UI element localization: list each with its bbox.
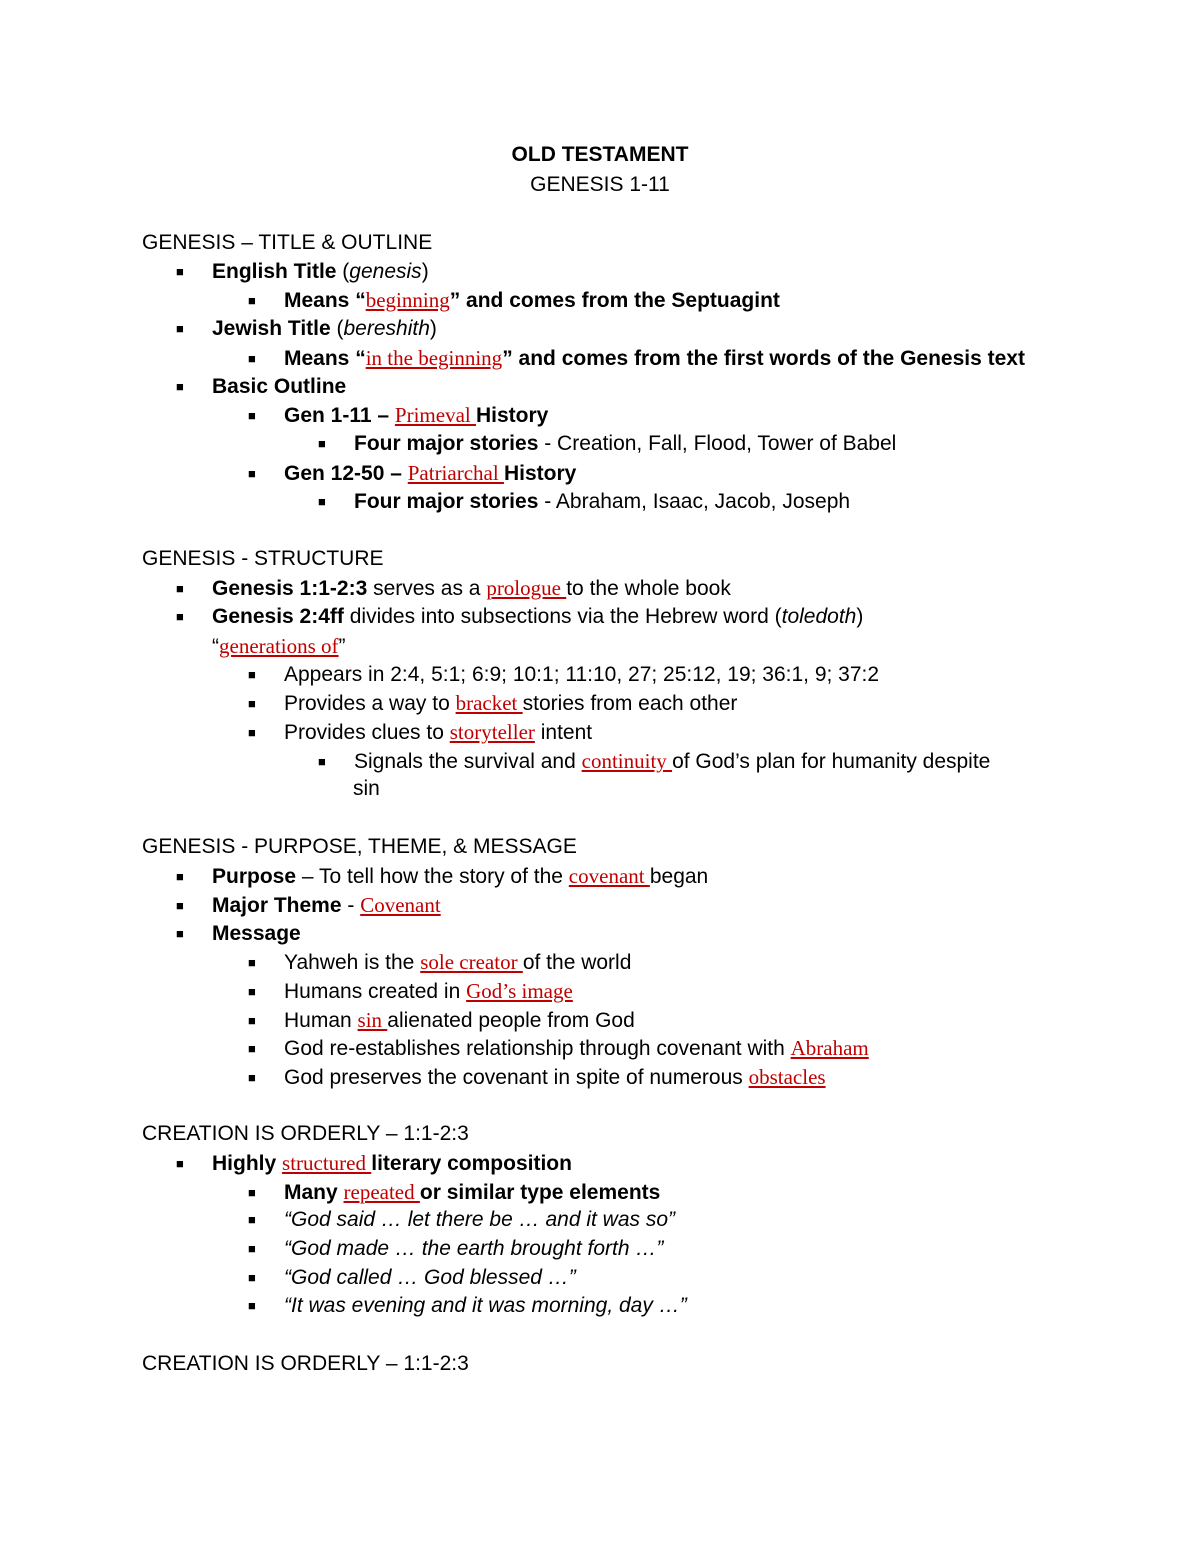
bullet-icon: ■: [318, 436, 326, 451]
answer-blank: sin: [357, 1008, 388, 1032]
bullet-icon: ■: [176, 1156, 184, 1171]
bullet-icon: ■: [318, 754, 326, 769]
list-item: ■ Signals the survival and continuity of God’s plan for humanity despite: [318, 747, 990, 776]
bullet-icon: ■: [248, 1270, 256, 1285]
list-item: ■ Gen 1-11 – Primeval History: [248, 401, 548, 430]
answer-blank: Covenant: [360, 893, 441, 917]
bullet-icon: ■: [176, 609, 184, 624]
bullet-icon: ■: [248, 696, 256, 711]
list-item-continuation: “generations of”: [212, 634, 346, 658]
bullet-icon: ■: [248, 725, 256, 740]
bullet-icon: ■: [176, 379, 184, 394]
section-heading-title-outline: GENESIS – TITLE & OUTLINE: [142, 231, 433, 254]
bullet-icon: ■: [176, 898, 184, 913]
bullet-icon: ■: [248, 1185, 256, 1200]
answer-blank: God’s image: [466, 979, 573, 1003]
bullet-icon: ■: [176, 926, 184, 941]
answer-blank: repeated: [343, 1180, 420, 1204]
list-item: ■ Many repeated or similar type elements: [248, 1178, 660, 1207]
answer-blank: sole creator: [420, 950, 523, 974]
list-item: ■ Yahweh is the sole creator of the world: [248, 948, 631, 977]
list-item: ■ “It was evening and it was morning, day …”: [248, 1292, 687, 1320]
bullet-icon: ■: [248, 667, 256, 682]
list-item: ■ “God called … God blessed …”: [248, 1264, 576, 1292]
list-item: ■ Jewish Title (bereshith): [176, 315, 437, 343]
bullet-icon: ■: [248, 1070, 256, 1085]
answer-blank: continuity: [581, 749, 673, 773]
bullet-icon: ■: [248, 351, 256, 366]
answer-blank: Abraham: [790, 1036, 869, 1060]
bullet-icon: ■: [248, 293, 256, 308]
list-item: ■ God re-establishes relationship through covenant with Abraham: [248, 1034, 869, 1063]
bullet-icon: ■: [248, 408, 256, 423]
section-heading-structure: GENESIS - STRUCTURE: [142, 547, 384, 570]
bullet-icon: ■: [248, 1013, 256, 1028]
list-item: ■ Message: [176, 920, 301, 948]
list-item: ■ Means “in the beginning” and comes from the first words of the Genesis text: [248, 344, 1025, 373]
list-item: ■ “God said … let there be … and it was so”: [248, 1206, 675, 1234]
answer-blank: beginning: [365, 288, 450, 312]
bullet-icon: ■: [176, 869, 184, 884]
section-heading-creation-orderly: CREATION IS ORDERLY – 1:1-2:3: [142, 1122, 469, 1145]
list-item: ■ Means “beginning” and comes from the Septuagint: [248, 286, 780, 315]
document-subtitle: GENESIS 1-11: [530, 173, 670, 196]
bullet-icon: ■: [248, 466, 256, 481]
answer-blank: storyteller: [449, 720, 535, 744]
answer-blank: prologue: [486, 576, 567, 600]
answer-blank: Patriarchal: [407, 461, 504, 485]
list-item: ■ Human sin alienated people from God: [248, 1006, 635, 1035]
list-item: ■ Genesis 2:4ff divides into subsections via the Hebrew word (toledoth): [176, 603, 863, 631]
answer-blank: generations of: [219, 634, 339, 658]
section-heading-creation-orderly-2: CREATION IS ORDERLY – 1:1-2:3: [142, 1352, 469, 1375]
bullet-icon: ■: [248, 1041, 256, 1056]
answer-blank: obstacles: [748, 1065, 826, 1089]
answer-blank: structured: [282, 1151, 372, 1175]
bullet-icon: ■: [248, 1241, 256, 1256]
list-item: ■ Basic Outline: [176, 373, 346, 401]
answer-blank: Primeval: [394, 403, 476, 427]
list-item: ■ English Title (genesis): [176, 258, 429, 286]
answer-blank: covenant: [568, 864, 650, 888]
bullet-icon: ■: [248, 984, 256, 999]
bullet-icon: ■: [176, 581, 184, 596]
bullet-icon: ■: [176, 321, 184, 336]
bullet-icon: ■: [176, 264, 184, 279]
document-title: OLD TESTAMENT: [511, 143, 689, 166]
list-item: ■ Appears in 2:4, 5:1; 6:9; 10:1; 11:10, 27; 25:12, 19; 36:1, 9; 37:2: [248, 661, 879, 689]
list-item: ■ Purpose – To tell how the story of the covenant began: [176, 862, 708, 891]
list-item: ■ Major Theme - Covenant: [176, 891, 441, 920]
answer-blank: bracket: [455, 691, 523, 715]
list-item: ■ Four major stories - Abraham, Isaac, Jacob, Joseph: [318, 488, 850, 516]
bullet-icon: ■: [248, 1212, 256, 1227]
list-item: ■ Gen 12-50 – Patriarchal History: [248, 459, 576, 488]
bullet-icon: ■: [248, 1298, 256, 1313]
bullet-icon: ■: [318, 494, 326, 509]
list-item: ■ Provides a way to bracket stories from each other: [248, 689, 737, 718]
list-item: ■ Provides clues to storyteller intent: [248, 718, 592, 747]
list-item: ■ “God made … the earth brought forth …”: [248, 1235, 663, 1263]
bullet-icon: ■: [248, 955, 256, 970]
list-item-continuation: sin: [353, 777, 380, 800]
list-item: ■ Humans created in God’s image: [248, 977, 573, 1006]
section-heading-purpose: GENESIS - PURPOSE, THEME, & MESSAGE: [142, 835, 577, 858]
list-item: ■ Genesis 1:1-2:3 serves as a prologue to the whole book: [176, 574, 731, 603]
list-item: ■ Four major stories - Creation, Fall, Flood, Tower of Babel: [318, 430, 896, 458]
list-item: ■ Highly structured literary composition: [176, 1149, 572, 1178]
list-item: ■ God preserves the covenant in spite of numerous obstacles: [248, 1063, 826, 1092]
answer-blank: in the beginning: [365, 346, 503, 370]
